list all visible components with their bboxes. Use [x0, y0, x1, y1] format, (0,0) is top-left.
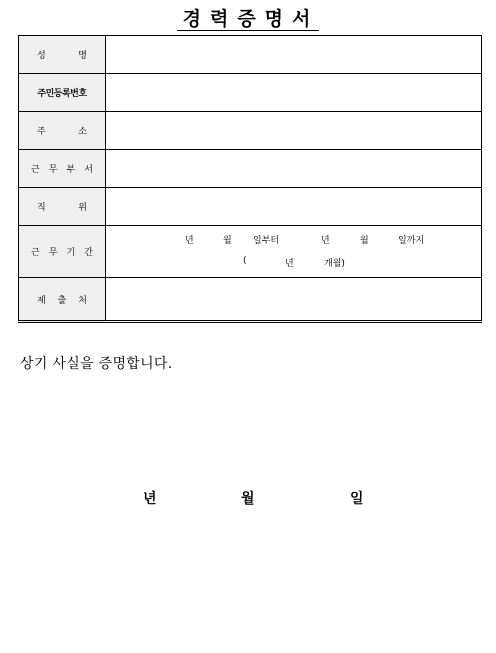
- period-start-day: 일부터: [253, 236, 280, 246]
- submit-to-label-char-3: 처: [78, 295, 87, 306]
- address-label-char-1: 주: [37, 127, 46, 137]
- department-label-char-2: 무: [48, 165, 58, 175]
- form-row-name: [19, 36, 482, 74]
- department-label-char-1: 근: [31, 165, 40, 175]
- period-label-char-1: 근: [31, 248, 40, 258]
- position-field[interactable]: [106, 188, 482, 226]
- date-day-label: 일: [350, 491, 364, 507]
- period-end-year: 년: [321, 236, 330, 246]
- department-field[interactable]: [106, 150, 482, 188]
- form-row-department: [19, 150, 482, 188]
- date-month-label: 월: [241, 491, 255, 507]
- period-label: [19, 226, 106, 278]
- department-label: [19, 150, 106, 188]
- form-row-address: [19, 112, 482, 150]
- name-label: [19, 36, 106, 74]
- department-label-char-4: 서: [84, 165, 93, 175]
- department-label-char-3: 부: [66, 165, 76, 175]
- period-label-char-3: 기: [66, 248, 76, 258]
- submit-to-field[interactable]: [106, 278, 482, 322]
- name-label-char-2: 명: [78, 51, 87, 61]
- resident-number-field[interactable]: [106, 74, 482, 112]
- document-title-text: 경력증명서: [177, 8, 320, 31]
- period-label-char-4: 간: [84, 248, 93, 258]
- document-title: [0, 6, 496, 32]
- resident-number-label-text: 주민등록번호: [37, 89, 87, 99]
- period-end-month: 월: [360, 236, 369, 246]
- resident-number-label: [19, 74, 106, 112]
- address-field[interactable]: [106, 112, 482, 150]
- form-row-submit-to: [19, 278, 482, 322]
- name-label-char-1: 성: [37, 51, 46, 61]
- form-row-resident-number: [19, 74, 482, 112]
- position-label-char-2: 위: [78, 203, 87, 213]
- address-label: [19, 112, 106, 150]
- period-start-month: 월: [223, 236, 232, 246]
- submit-to-label: [19, 278, 106, 322]
- certification-statement: 상기 사실을 증명합니다.: [20, 356, 173, 372]
- certificate-form-table: [18, 35, 482, 323]
- address-label-char-2: 소: [78, 127, 87, 137]
- position-label-char-1: 직: [37, 203, 46, 213]
- period-field[interactable]: [106, 226, 482, 278]
- form-row-position: [19, 188, 482, 226]
- submit-to-label-char-1: 제: [37, 295, 46, 306]
- form-row-period: [19, 226, 482, 278]
- position-label: [19, 188, 106, 226]
- period-start-year: 년: [185, 236, 194, 246]
- period-end-day: 일까지: [398, 236, 425, 246]
- period-duration-open-paren: (: [243, 256, 247, 266]
- date-year-label: 년: [143, 491, 157, 507]
- submit-to-label-char-2: 출: [57, 295, 67, 306]
- period-duration-month: 개월): [324, 259, 345, 269]
- period-duration-year: 년: [285, 259, 294, 269]
- name-field[interactable]: [106, 36, 482, 74]
- period-label-char-2: 무: [48, 248, 58, 258]
